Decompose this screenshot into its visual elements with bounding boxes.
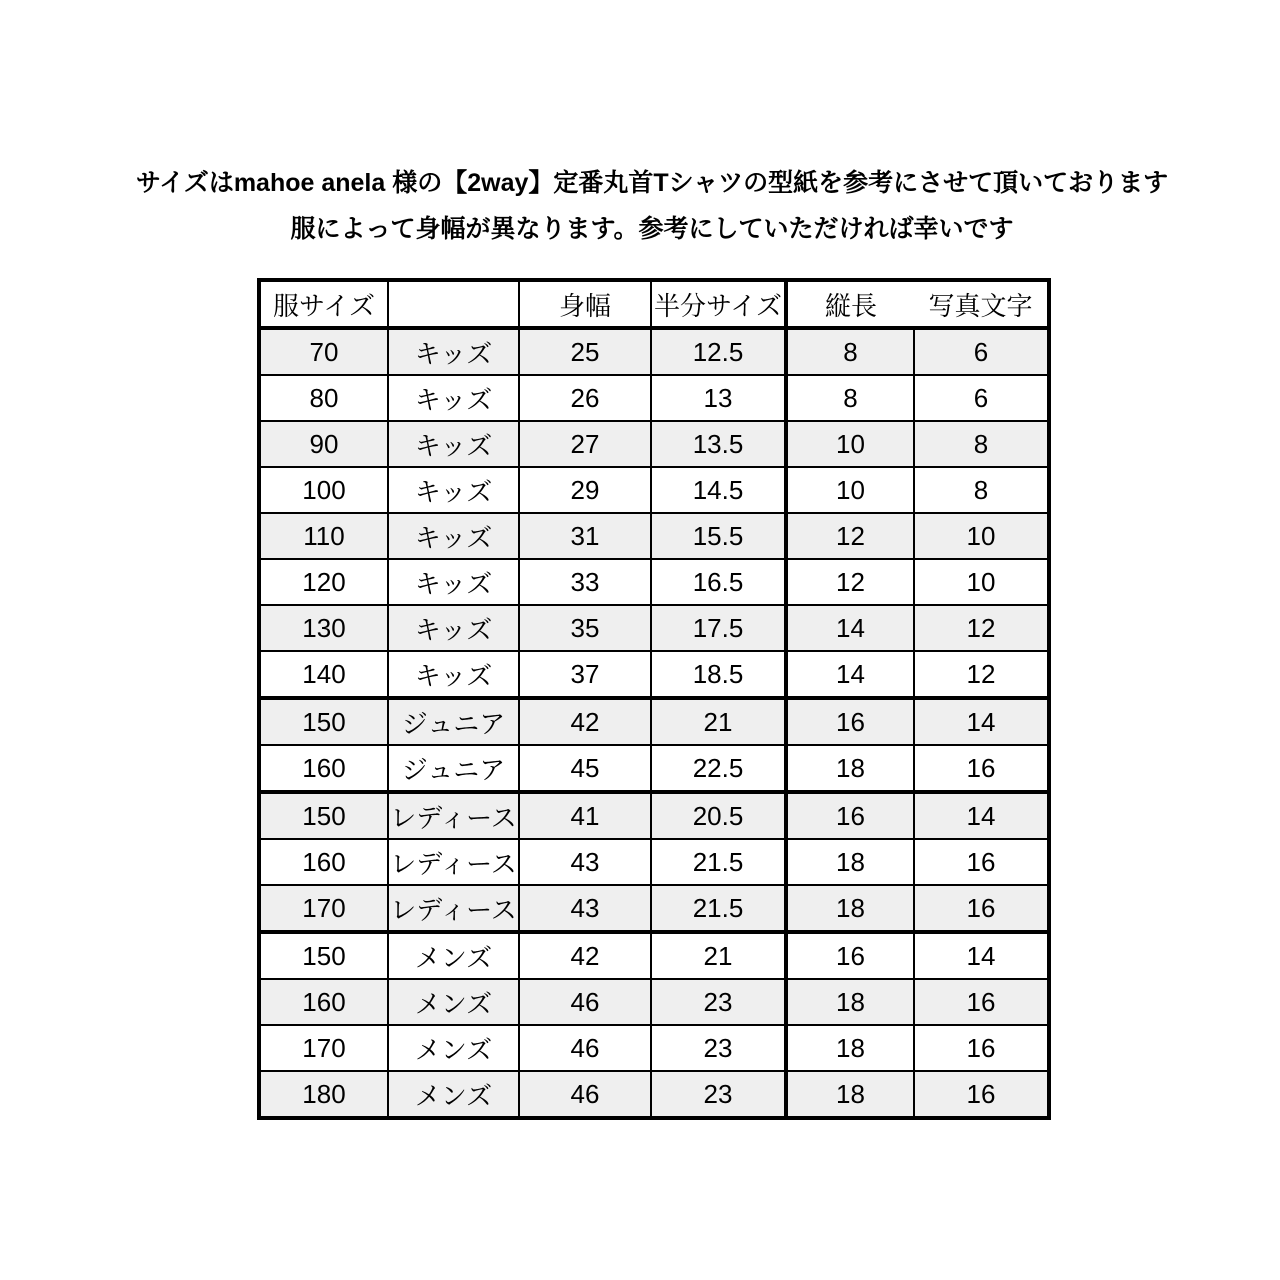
cell-garment-size: 160 [259,839,388,885]
cell-vertical-length: 16 [786,698,914,745]
cell-photo-text: 12 [914,605,1049,651]
cell-vertical-length: 14 [786,651,914,698]
cell-photo-text: 14 [914,792,1049,839]
cell-category: キッズ [388,651,519,698]
col-header-garment-size: 服サイズ [259,280,388,328]
cell-half-size: 14.5 [651,467,786,513]
cell-photo-text: 16 [914,979,1049,1025]
cell-body-width: 26 [519,375,651,421]
cell-half-size: 13 [651,375,786,421]
cell-garment-size: 80 [259,375,388,421]
cell-photo-text: 14 [914,698,1049,745]
cell-half-size: 15.5 [651,513,786,559]
cell-vertical-length: 18 [786,979,914,1025]
cell-vertical-length: 8 [786,328,914,375]
col-header-category [388,280,519,328]
table-row [259,698,1049,745]
table-row [259,745,1049,792]
cell-garment-size: 110 [259,513,388,559]
cell-half-size: 23 [651,1025,786,1071]
cell-category: キッズ [388,513,519,559]
cell-half-size: 22.5 [651,745,786,792]
cell-vertical-length: 18 [786,1025,914,1071]
cell-vertical-length: 18 [786,745,914,792]
col-header-vertical-length: 縦長 [786,280,914,328]
cell-garment-size: 160 [259,745,388,792]
col-header-half-size: 半分サイズ [651,280,786,328]
title-line-2: 服によって身幅が異なります。参考にしていただければ幸いです [290,215,1014,243]
cell-category: レディース [388,792,519,839]
cell-vertical-length: 16 [786,792,914,839]
cell-photo-text: 16 [914,1025,1049,1071]
table-row [259,328,1049,375]
cell-photo-text: 14 [914,932,1049,979]
table-row [259,792,1049,839]
cell-category: メンズ [388,979,519,1025]
cell-category: メンズ [388,1025,519,1071]
cell-half-size: 13.5 [651,421,786,467]
cell-garment-size: 150 [259,932,388,979]
cell-garment-size: 70 [259,328,388,375]
cell-half-size: 18.5 [651,651,786,698]
cell-vertical-length: 10 [786,467,914,513]
cell-garment-size: 170 [259,885,388,932]
cell-body-width: 31 [519,513,651,559]
table-row [259,421,1049,467]
cell-photo-text: 6 [914,375,1049,421]
table-row [259,375,1049,421]
cell-half-size: 20.5 [651,792,786,839]
table-row [259,932,1049,979]
cell-body-width: 46 [519,1071,651,1118]
cell-garment-size: 170 [259,1025,388,1071]
cell-category: キッズ [388,328,519,375]
cell-category: レディース [388,839,519,885]
cell-vertical-length: 16 [786,932,914,979]
cell-garment-size: 150 [259,792,388,839]
cell-body-width: 43 [519,885,651,932]
cell-photo-text: 10 [914,513,1049,559]
cell-garment-size: 130 [259,605,388,651]
cell-vertical-length: 12 [786,513,914,559]
title-line-1: サイズはmahoe anela 様の【2way】定番丸首Tシャツの型紙を参考にさせて頂いております [135,169,1169,197]
col-header-body-width: 身幅 [519,280,651,328]
cell-photo-text: 10 [914,559,1049,605]
cell-photo-text: 16 [914,885,1049,932]
cell-body-width: 33 [519,559,651,605]
cell-category: キッズ [388,421,519,467]
cell-half-size: 12.5 [651,328,786,375]
cell-photo-text: 16 [914,745,1049,792]
cell-photo-text: 6 [914,328,1049,375]
cell-half-size: 23 [651,979,786,1025]
cell-garment-size: 100 [259,467,388,513]
cell-garment-size: 150 [259,698,388,745]
table-row [259,885,1049,932]
cell-body-width: 25 [519,328,651,375]
cell-vertical-length: 14 [786,605,914,651]
cell-body-width: 27 [519,421,651,467]
cell-photo-text: 16 [914,839,1049,885]
cell-half-size: 21 [651,698,786,745]
cell-half-size: 21.5 [651,839,786,885]
cell-body-width: 46 [519,979,651,1025]
cell-garment-size: 120 [259,559,388,605]
cell-body-width: 42 [519,698,651,745]
cell-garment-size: 160 [259,979,388,1025]
cell-category: メンズ [388,932,519,979]
cell-body-width: 35 [519,605,651,651]
table-row [259,1025,1049,1071]
table-row [259,1071,1049,1118]
cell-half-size: 23 [651,1071,786,1118]
col-header-photo-text: 写真文字 [914,280,1049,328]
table-row [259,605,1049,651]
cell-body-width: 45 [519,745,651,792]
cell-category: ジュニア [388,745,519,792]
cell-half-size: 21 [651,932,786,979]
cell-vertical-length: 8 [786,375,914,421]
cell-vertical-length: 12 [786,559,914,605]
cell-category: キッズ [388,467,519,513]
cell-garment-size: 180 [259,1071,388,1118]
cell-garment-size: 90 [259,421,388,467]
table-row [259,839,1049,885]
cell-vertical-length: 10 [786,421,914,467]
table-row [259,513,1049,559]
cell-photo-text: 12 [914,651,1049,698]
cell-vertical-length: 18 [786,1071,914,1118]
cell-category: レディース [388,885,519,932]
cell-body-width: 42 [519,932,651,979]
cell-vertical-length: 18 [786,839,914,885]
table-row [259,467,1049,513]
cell-photo-text: 8 [914,421,1049,467]
cell-body-width: 43 [519,839,651,885]
table-row [259,651,1049,698]
cell-body-width: 37 [519,651,651,698]
cell-half-size: 17.5 [651,605,786,651]
cell-photo-text: 8 [914,467,1049,513]
cell-category: キッズ [388,375,519,421]
cell-photo-text: 16 [914,1071,1049,1118]
cell-half-size: 21.5 [651,885,786,932]
header-row [259,280,1049,328]
title-block [24,168,1280,244]
cell-half-size: 16.5 [651,559,786,605]
cell-body-width: 29 [519,467,651,513]
cell-body-width: 46 [519,1025,651,1071]
size-chart-table [257,278,1051,1120]
table-row [259,979,1049,1025]
cell-category: キッズ [388,559,519,605]
cell-body-width: 41 [519,792,651,839]
cell-vertical-length: 18 [786,885,914,932]
cell-garment-size: 140 [259,651,388,698]
cell-category: キッズ [388,605,519,651]
cell-category: メンズ [388,1071,519,1118]
cell-category: ジュニア [388,698,519,745]
table-row [259,559,1049,605]
